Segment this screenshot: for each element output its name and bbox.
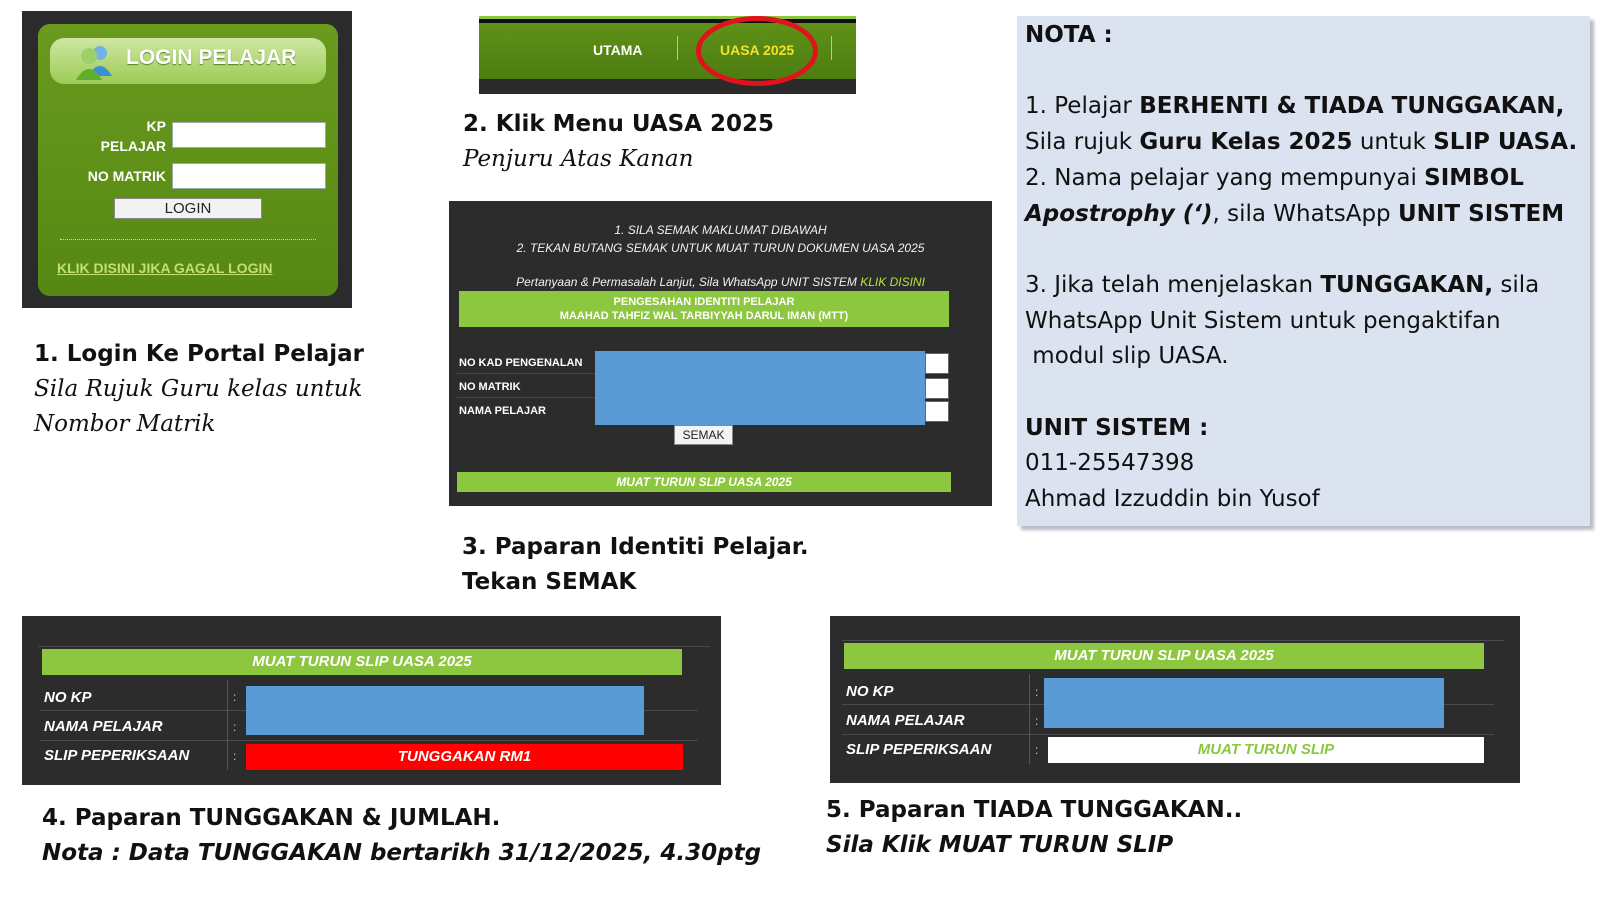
nota-p1-cont: Sila rujuk Guru Kelas 2025 untuk SLIP UASA.: [1025, 129, 1578, 156]
redacted-info: [595, 351, 925, 425]
identity-title-2: MAAHAD TAHFIZ WAL TARBIYYAH DARUL IMAN (MTT): [559, 310, 849, 322]
column-line: [227, 680, 228, 770]
row-line: [842, 734, 1494, 735]
login-panel: [22, 11, 352, 308]
step2-caption: [463, 107, 774, 177]
divider: [60, 239, 316, 240]
nota-unit-title: UNIT SISTEM :: [1025, 414, 1209, 441]
row-line: [842, 640, 1504, 641]
label-ic: NO KAD PENGENALAN: [459, 357, 583, 369]
label-nama: NAMA PELAJAR: [44, 718, 163, 735]
login-fail-link[interactable]: KLIK DISINI JIKA GAGAL LOGIN: [57, 260, 273, 276]
label-no-kp: NO KP: [44, 689, 92, 706]
highlight-circle: [696, 16, 818, 86]
menu-item-utama[interactable]: UTAMA: [593, 42, 643, 58]
colon: :: [233, 690, 237, 704]
label-nama: NAMA PELAJAR: [459, 405, 546, 417]
redacted-info: [246, 686, 644, 735]
label-nama: NAMA PELAJAR: [846, 712, 965, 729]
step1-line2: Nombor Matrik: [34, 411, 216, 437]
colon: :: [1035, 685, 1039, 699]
nota-p3: 3. Jika telah menjelaskan TUNGGAKAN, sila: [1025, 271, 1540, 298]
identity-contact: [449, 275, 992, 289]
colon: :: [1035, 714, 1039, 728]
menu-panel: [479, 16, 856, 94]
identity-note-2: 2. TEKAN BUTANG SEMAK UNTUK MUAT TURUN DOKUMEN UASA 2025: [516, 241, 925, 255]
colon: :: [233, 749, 237, 763]
label-no-kp: NO KP: [846, 683, 894, 700]
identity-panel: [449, 201, 992, 506]
slip-title: MUAT TURUN SLIP UASA 2025: [42, 649, 682, 675]
identity-title-1: PENGESAHAN IDENTITI PELAJAR: [613, 296, 795, 308]
login-button[interactable]: LOGIN: [114, 198, 262, 219]
login-title: LOGIN PELAJAR: [126, 46, 297, 69]
users-icon: [74, 42, 114, 82]
kp-input[interactable]: [172, 122, 326, 148]
step5-caption: [826, 793, 1242, 863]
matrik-label: NO MATRIK: [87, 168, 166, 184]
step5-line2: Sila Klik MUAT TURUN SLIP: [826, 832, 1174, 858]
step3-line2: Tekan SEMAK: [462, 569, 637, 595]
nota-title: NOTA :: [1025, 22, 1113, 48]
slip-panel-arrears: [22, 616, 721, 785]
row-line: [38, 646, 710, 647]
step3-caption: [462, 530, 809, 600]
label-matrik: NO MATRIK: [459, 381, 521, 393]
identity-contact-link[interactable]: KLIK DISINI: [860, 275, 925, 289]
menu-separator: [677, 36, 678, 60]
nota-box: [1017, 16, 1590, 526]
colon: :: [1035, 743, 1039, 757]
nota-p2: 2. Nama pelajar yang mempunyai SIMBOL: [1025, 164, 1524, 191]
login-header: [50, 38, 326, 84]
step1-heading: 1. Login Ke Portal Pelajar: [34, 341, 364, 367]
login-box: [38, 24, 338, 296]
nota-p3-cont: WhatsApp Unit Sistem untuk pengaktifan: [1025, 307, 1501, 334]
identity-title-bar: [459, 291, 949, 327]
step3-line1: 3. Paparan Identiti Pelajar.: [462, 534, 809, 560]
semak-button[interactable]: SEMAK: [674, 425, 733, 445]
label-slip: SLIP PEPERIKSAAN: [44, 747, 190, 764]
nota-p3-end: modul slip UASA.: [1025, 343, 1229, 370]
identity-contact-text: Pertanyaan & Permasalah Lanjut, Sila WhatsApp UNIT SISTEM: [516, 275, 861, 289]
nota-p1: 1. Pelajar BERHENTI & TIADA TUNGGAKAN,: [1025, 93, 1565, 120]
step1-line1: Sila Rujuk Guru kelas untuk: [34, 376, 363, 402]
value-box: [925, 353, 949, 374]
menu-separator: [831, 36, 832, 60]
column-line: [1029, 674, 1030, 764]
slip-title: MUAT TURUN SLIP UASA 2025: [844, 643, 1484, 669]
identity-note-1: 1. SILA SEMAK MAKLUMAT DIBAWAH: [614, 223, 827, 237]
row-line: [40, 740, 698, 741]
step1-caption: [34, 337, 364, 442]
pelajar-label: PELAJAR: [100, 138, 166, 154]
step5-line1: 5. Paparan TIADA TUNGGAKAN..: [826, 797, 1243, 823]
kp-label: KP: [146, 118, 166, 134]
step2-heading: 2. Klik Menu UASA 2025: [463, 111, 775, 137]
arrears-status: TUNGGAKAN RM1: [246, 744, 683, 770]
download-slip-link[interactable]: MUAT TURUN SLIP: [1048, 737, 1484, 763]
nota-p2-cont: Apostrophy (‘), sila WhatsApp UNIT SISTEM: [1025, 200, 1565, 227]
label-slip: SLIP PEPERIKSAAN: [846, 741, 992, 758]
download-bar[interactable]: MUAT TURUN SLIP UASA 2025: [457, 472, 951, 492]
value-box: [925, 378, 949, 399]
menu-item-uasa[interactable]: UASA 2025: [720, 42, 795, 58]
step4-caption: [42, 801, 761, 871]
step2-line1: Penjuru Atas Kanan: [463, 146, 694, 172]
nota-contact-name: Ahmad Izzuddin bin Yusof: [1025, 486, 1320, 513]
step4-line2: Nota : Data TUNGGAKAN bertarikh 31/12/2025, 4.30ptg: [42, 840, 762, 866]
slip-panel-clear: [830, 616, 1520, 783]
step4-line1: 4. Paparan TUNGGAKAN & JUMLAH.: [42, 805, 501, 831]
matrik-input[interactable]: [172, 163, 326, 189]
colon: :: [233, 720, 237, 734]
nota-phone: 011-25547398: [1025, 450, 1195, 477]
value-box: [925, 401, 949, 422]
redacted-info: [1044, 678, 1444, 728]
